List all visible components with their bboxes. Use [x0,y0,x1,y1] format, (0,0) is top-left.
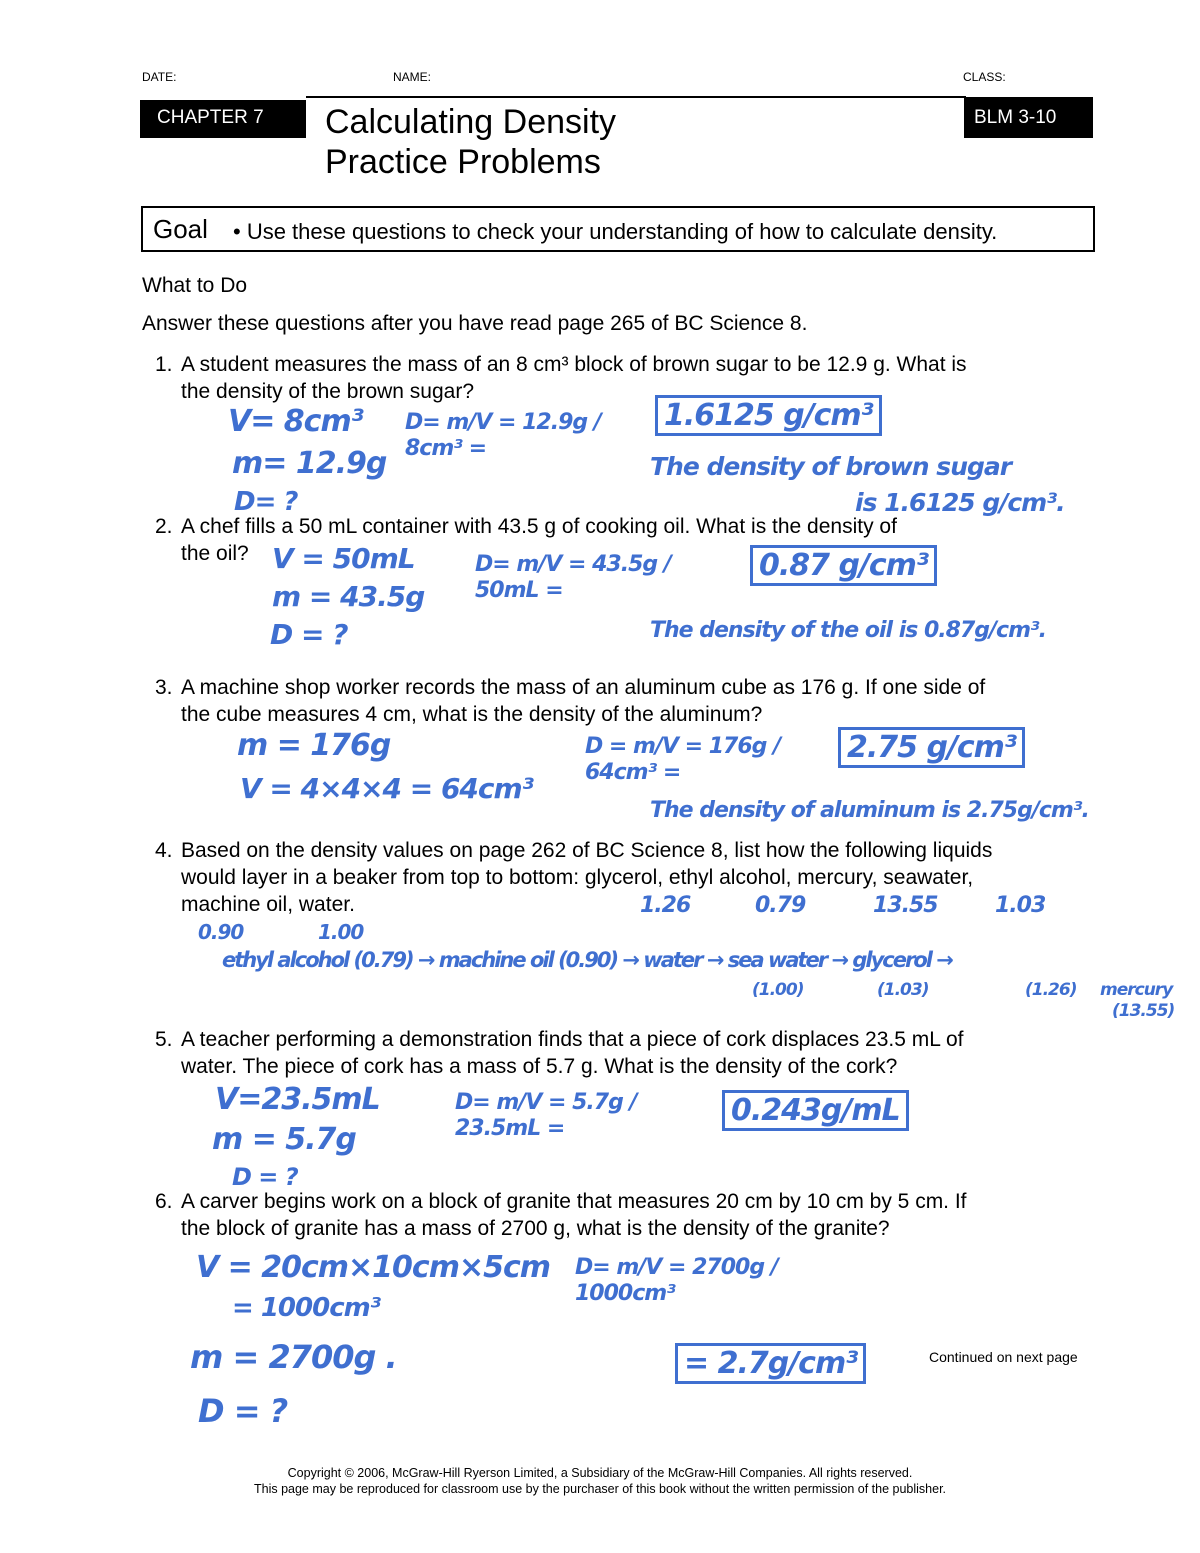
goal-box [141,206,1095,252]
handwritten-answer: D = ? [232,1163,298,1191]
handwritten-answer: 13.55 [873,893,938,918]
question-text: A chef fills a 50 mL container with 43.5 g of cooking oil. What is the density of [181,515,897,538]
header-rule [306,96,966,98]
boxed-answer: 0.243g/mL [722,1090,909,1131]
title-line-2: Practice Problems [325,143,601,181]
handwritten-answer: m = 43.5g [272,580,425,613]
instructions: Answer these questions after you have read page 265 of BC Science 8. [142,312,808,335]
handwritten-answer: D = ? [270,618,348,651]
boxed-answer: 0.87 g/cm³ [750,545,937,586]
handwritten-answer: V=23.5mL [215,1082,380,1117]
question-text: the density of the brown sugar? [181,380,475,403]
handwritten-equation: D = m/V = 176g / 64cm³ = [585,734,781,785]
handwritten-answer: m= 12.9g [232,446,387,481]
handwritten-answer: 1.03 [995,893,1046,918]
handwritten-answer: is 1.6125 g/cm³. [855,488,1065,517]
handwritten-answer: V = 4×4×4 = 64cm³ [240,772,533,805]
boxed-answer: = 2.7g/cm³ [675,1343,866,1384]
what-to-do-heading: What to Do [142,274,248,297]
question-number: 6. [155,1190,173,1213]
page-title [325,102,616,182]
handwritten-answer: D = ? [198,1392,288,1430]
handwritten-answer: The density of aluminum is 2.75g/cm³. [650,798,1089,823]
goal-text: • Use these questions to check your understanding of how to calculate density. [233,219,998,244]
question-text: A carver begins work on a block of granite that measures 20 cm by 10 cm by 5 cm. If [181,1190,967,1213]
continued-note: Continued on next page [929,1349,1078,1365]
handwritten-answer: ethyl alcohol (0.79) → machine oil (0.90) → water → sea water → glycerol → [222,948,952,972]
permission-line: This page may be reproduced for classroom use by the purchaser of this book without the written permission of the publisher. [253,1482,947,1496]
question-number: 4. [155,839,173,862]
name-label: NAME: [393,70,432,84]
handwritten-equation: D= m/V = 12.9g / 8cm³ = [405,410,601,461]
handwritten-answer: (1.26) [1025,980,1077,1000]
handwritten-answer: mercury [1100,980,1173,1000]
blm-badge: BLM 3-10 [964,97,1093,138]
handwritten-answer: (1.00) [752,980,804,1000]
handwritten-answer: 0.90 [198,920,244,944]
question-6 [155,1188,967,1242]
handwritten-equation: D= m/V = 2700g / 1000cm³ [575,1255,778,1306]
question-4 [155,837,992,918]
handwritten-answer: m = 176g [237,728,391,763]
question-5 [155,1026,964,1080]
date-label: DATE: [142,70,177,84]
title-line-1: Calculating Density [325,103,617,141]
question-text: the cube measures 4 cm, what is the density of the aluminum? [181,703,763,726]
question-text: would layer in a beaker from top to bottom: glycerol, ethyl alcohol, mercury, seawater, [181,866,974,889]
question-3 [155,674,985,728]
handwritten-answer: 1.00 [318,920,364,944]
question-text: A teacher performing a demonstration finds that a piece of cork displaces 23.5 mL of [181,1028,964,1051]
handwritten-answer: V= 8cm³ [228,404,363,439]
handwritten-answer: m = 5.7g [212,1122,356,1157]
handwritten-answer: 1.26 [640,893,691,918]
handwritten-answer: D= ? [234,487,298,517]
question-text: water. The piece of cork has a mass of 5.7 g. What is the density of the cork? [181,1055,898,1078]
question-text: A machine shop worker records the mass of an aluminum cube as 176 g. If one side of [181,676,986,699]
boxed-answer: 2.75 g/cm³ [838,727,1025,768]
question-number: 5. [155,1028,173,1051]
question-text: A student measures the mass of an 8 cm³ block of brown sugar to be 12.9 g. What is [181,353,967,376]
question-text: Based on the density values on page 262 of BC Science 8, list how the following liquids [181,839,993,862]
handwritten-answer: (1.03) [877,980,929,1000]
handwritten-answer: m = 2700g . [190,1338,397,1376]
question-number: 2. [155,515,173,538]
boxed-answer: 1.6125 g/cm³ [655,395,882,436]
copyright-line: Copyright © 2006, McGraw-Hill Ryerson Limited, a Subsidiary of the McGraw-Hill Companies. All rights reserved. [287,1466,913,1480]
question-number: 1. [155,353,173,376]
class-label: CLASS: [963,70,1006,84]
question-text: the block of granite has a mass of 2700 g, what is the density of the granite? [181,1217,890,1240]
chapter-badge: CHAPTER 7 [140,100,306,138]
handwritten-answer: 0.79 [755,893,806,918]
handwritten-answer: = 1000cm³ [232,1293,381,1323]
handwritten-answer: V = 20cm×10cm×5cm [196,1250,551,1285]
goal-label: Goal [153,214,208,244]
handwritten-answer: (13.55) [1112,1001,1175,1021]
question-text: the oil? [181,542,249,565]
handwritten-equation: D= m/V = 43.5g / 50mL = [475,552,671,603]
handwritten-answer: The density of brown sugar [650,452,1012,481]
question-text: machine oil, water. [181,893,355,916]
handwritten-answer: The density of the oil is 0.87g/cm³. [650,618,1047,643]
handwritten-answer: V = 50mL [272,542,415,575]
handwritten-equation: D= m/V = 5.7g / 23.5mL = [455,1090,637,1141]
question-number: 3. [155,676,173,699]
